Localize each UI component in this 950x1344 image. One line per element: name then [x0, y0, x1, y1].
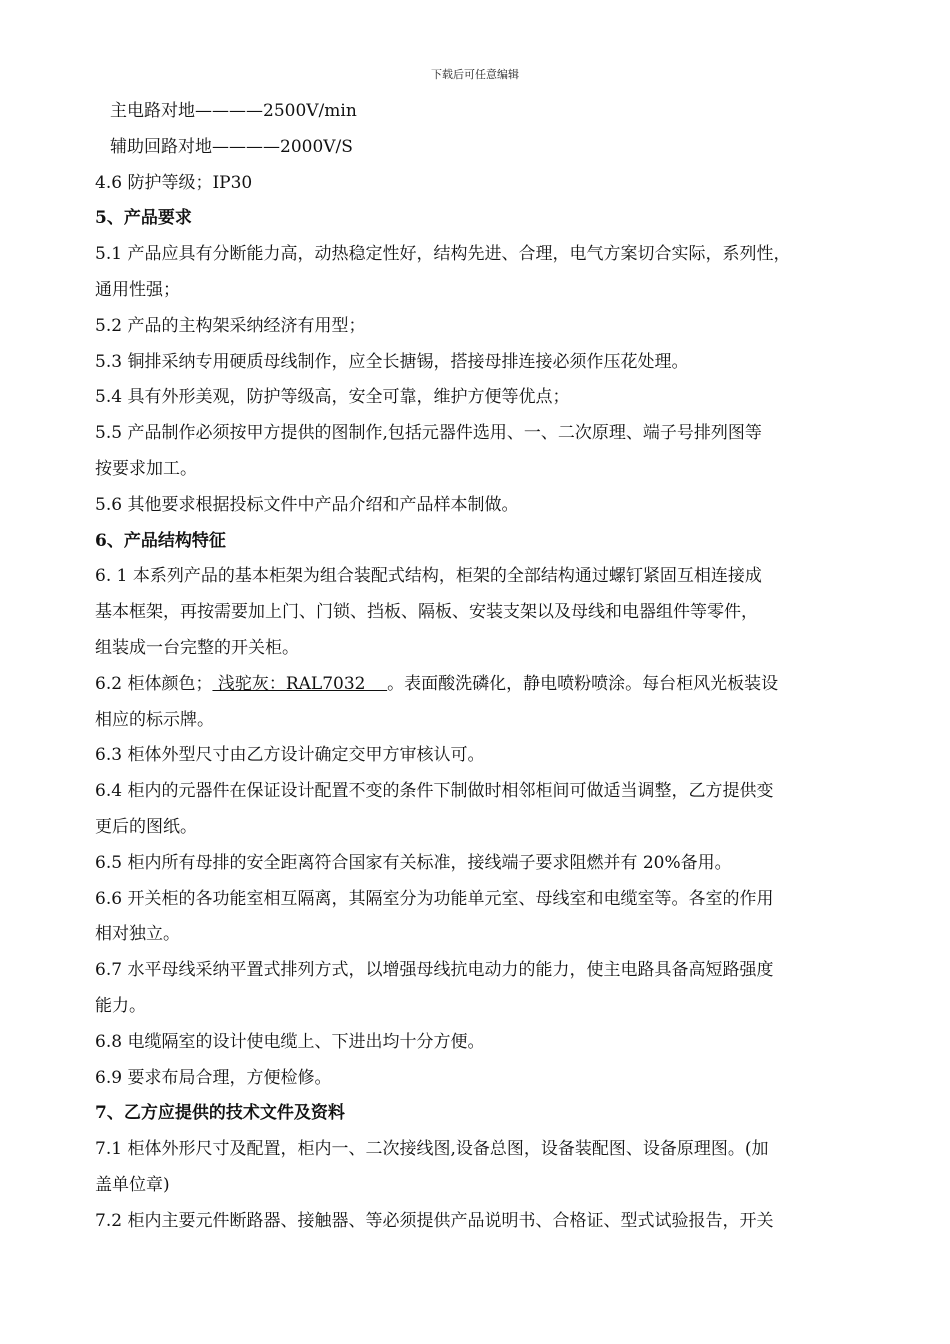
line-text: 5.2 产品的主构架采纳经济有用型； — [95, 315, 366, 336]
text-line — [95, 488, 865, 524]
text-line — [95, 452, 865, 488]
line-text: 6.5 柜内所有母排的安全距离符合国家有关标准，接线端子要求阻燃并有 20%备用。 — [95, 852, 732, 873]
text-line — [95, 416, 865, 452]
text-line — [95, 309, 865, 345]
text-line — [95, 810, 865, 846]
line-text: 6.2 柜体颜色； — [95, 673, 213, 694]
line-text: 6.4 柜内的元器件在保证设计配置不变的条件下制做时相邻柜间可做适当调整，乙方提供变 — [95, 781, 774, 802]
line-text: 6.7 水平母线采纳平置式排列方式，以增强母线抗电动力的能力，使主电路具备高短路强度 — [95, 960, 774, 981]
text-line — [95, 667, 865, 703]
text-line — [95, 774, 865, 810]
text-line — [95, 846, 865, 882]
line-text: 更后的图纸。 — [95, 816, 197, 837]
line-text: 7、乙方应提供的技术文件及资料 — [95, 1103, 345, 1124]
line-text: 5.3 铜排采纳专用硬质母线制作，应全长搪锡，搭接母排连接必须作压花处理。 — [95, 351, 689, 372]
line-text-continued: 。表面酸洗磷化，静电喷粉喷涂。每台柜风光板装设 — [387, 673, 779, 694]
underlined-color-value: 浅驼灰：RAL7032 — [212, 673, 388, 694]
line-text: 5.6 其他要求根据投标文件中产品介绍和产品样本制做。 — [95, 494, 519, 515]
text-line — [95, 166, 865, 202]
text-line — [95, 703, 865, 739]
text-line — [95, 989, 865, 1025]
line-text: 组装成一台完整的开关柜。 — [95, 637, 299, 658]
text-line — [95, 1204, 865, 1240]
text-line — [95, 559, 865, 595]
section-heading — [95, 201, 865, 237]
text-line — [95, 237, 865, 273]
text-line — [95, 273, 865, 309]
text-line — [95, 1132, 865, 1168]
line-text: 5.5 产品制作必须按甲方提供的图制作,包括元器件选用、一、二次原理、端子号排列图等 — [95, 423, 762, 444]
line-text: 6、产品结构特征 — [95, 530, 226, 551]
line-text: 主电路对地————2500V/min — [110, 101, 357, 121]
text-line — [95, 1025, 865, 1061]
line-text: 6.6 开关柜的各功能室相互隔离，其隔室分为功能单元室、母线室和电缆室等。各室的作用 — [95, 888, 774, 909]
text-line — [95, 130, 865, 166]
line-text: 相对独立。 — [95, 924, 180, 945]
text-line — [95, 917, 865, 953]
line-text: 相应的标示牌。 — [95, 709, 214, 730]
line-text: 辅助回路对地————2000V/S — [110, 136, 353, 157]
line-text: 按要求加工。 — [95, 458, 197, 479]
text-line — [95, 94, 865, 130]
text-line — [95, 882, 865, 918]
line-text: 基本框架，再按需要加上门、门锁、挡板、隔板、安装支架以及母线和电器组件等零件， — [95, 602, 758, 623]
line-text: 5.1 产品应具有分断能力高，动热稳定性好，结构先进、合理，电气方案切合实际，系列性， — [95, 244, 791, 265]
text-line — [95, 1061, 865, 1097]
line-text: 4.6 防护等级；IP30 — [95, 172, 253, 193]
line-text: 6.3 柜体外型尺寸由乙方设计确定交甲方审核认可。 — [95, 745, 485, 766]
line-text: 6.8 电缆隔室的设计使电缆上、下进出均十分方便。 — [95, 1031, 485, 1052]
section-heading — [95, 524, 865, 560]
page-header: 下载后可任意编辑 — [431, 68, 519, 81]
text-line — [95, 1168, 865, 1204]
text-line — [95, 345, 865, 381]
document-body — [95, 94, 865, 1240]
text-line — [95, 953, 865, 989]
line-text: 能力。 — [95, 995, 146, 1016]
line-text: 盖单位章) — [95, 1174, 170, 1195]
line-text: 6. 1 本系列产品的基本柜架为组合装配式结构，柜架的全部结构通过螺钉紧固互相连接成 — [95, 566, 762, 587]
line-text: 5.4 具有外形美观，防护等级高，安全可靠，维护方便等优点； — [95, 387, 570, 408]
line-text: 7.2 柜内主要元件断路器、接触器、等必须提供产品说明书、合格证、型式试验报告，开关 — [95, 1210, 774, 1231]
text-line — [95, 380, 865, 416]
text-line — [95, 738, 865, 774]
line-text: 6.9 要求布局合理，方便检修。 — [95, 1067, 332, 1088]
text-line — [95, 595, 865, 631]
line-text: 5、产品要求 — [95, 208, 192, 229]
line-text: 7.1 柜体外形尺寸及配置，柜内一、二次接线图,设备总图，设备装配图、设备原理图。(加 — [95, 1139, 769, 1160]
text-line — [95, 631, 865, 667]
line-text: 通用性强； — [95, 279, 180, 300]
section-heading — [95, 1096, 865, 1132]
